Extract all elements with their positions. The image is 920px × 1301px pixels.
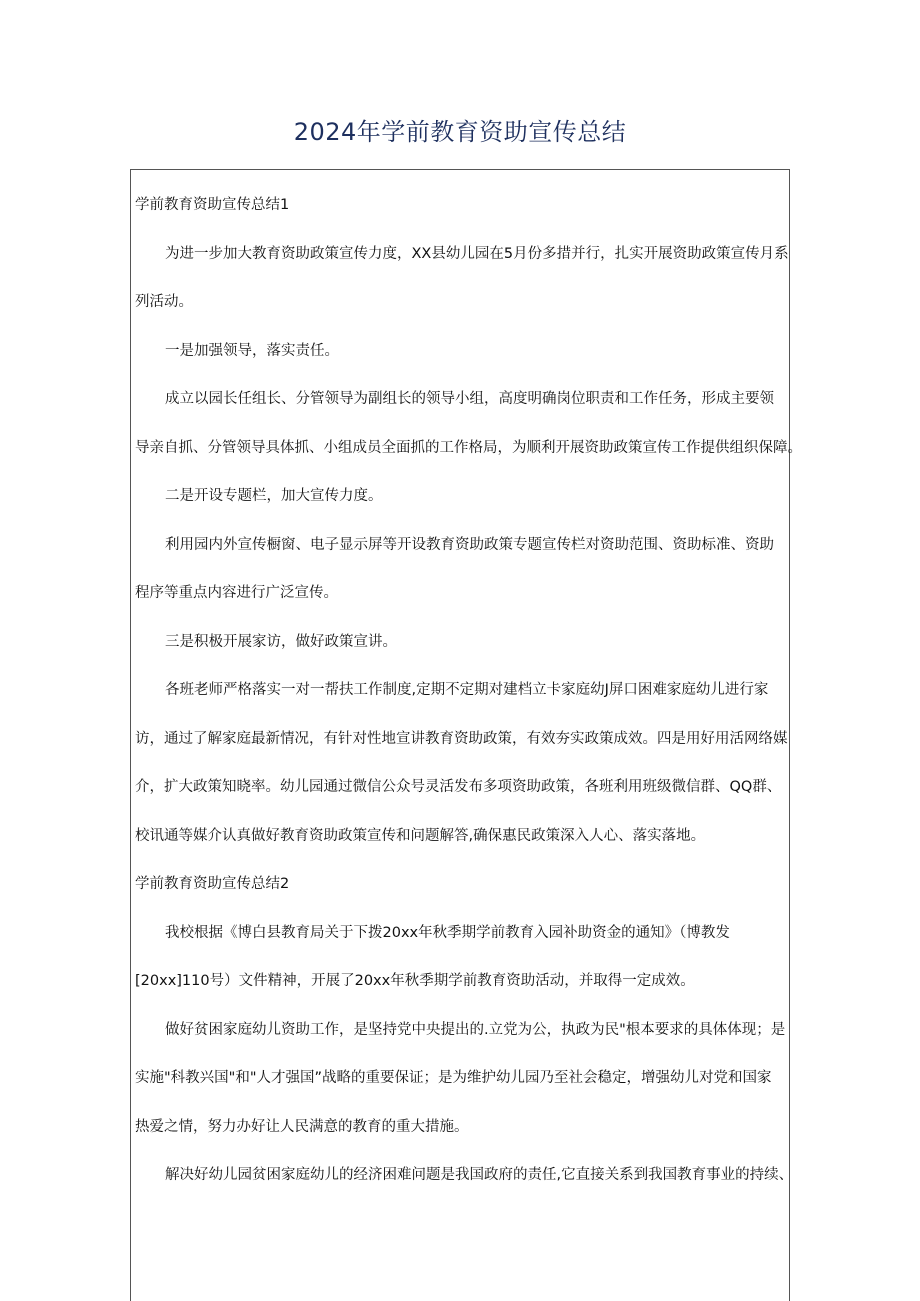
document-body: [130, 169, 802, 1301]
paragraph-line: 访，通过了解家庭最新情况，有针对性地宣讲教育资助政策，有效夯实政策成效。四是用好用活网络媒: [135, 731, 788, 747]
paragraph-line: 程序等重点内容进行广泛宣传。: [135, 585, 338, 601]
paragraph-line: 三是积极开展家访，做好政策宣讲。: [165, 634, 397, 650]
document-title: 2024年学前教育资助宣传总结: [293, 118, 627, 146]
paragraph-line: 列活动。: [135, 294, 193, 310]
paragraph-line: 我校根据《博白县教育局关于下拨20xx年秋季期学前教育入园补助资金的通知》（博教发: [165, 925, 730, 941]
section-heading: 学前教育资助宣传总结1: [135, 197, 290, 213]
paragraph-line: 一是加强领导，落实责任。: [165, 343, 339, 359]
paragraph-line: 热爱之情，努力办好让人民满意的教育的重大措施。: [135, 1119, 469, 1135]
paragraph-line: 利用园内外宣传橱窗、电子显示屏等开设教育资助政策专题宣传栏对资助范围、资助标准、资助: [165, 537, 774, 553]
section-heading: 学前教育资助宣传总结2: [135, 876, 290, 892]
paragraph-line: 为进一步加大教育资助政策宣传力度，XX县幼儿园在5月份多措并行，扎实开展资助政策宣传月系: [165, 246, 789, 262]
paragraph-line: 各班老师严格落实一对一帮扶工作制度,定期不定期对建档立卡家庭幼J屏口困难家庭幼儿进行家: [165, 682, 769, 698]
paragraph-line: 二是开设专题栏，加大宣传力度。: [165, 488, 383, 504]
paragraph-line: 成立以园长任组长、分管领导为副组长的领导小组，高度明确岗位职责和工作任务，形成主要领: [165, 391, 774, 407]
paragraph-line: 导亲自抓、分管领导具体抓、小组成员全面抓的工作格局，为顺利开展资助政策宣传工作提供组织保障。: [135, 440, 802, 456]
paragraph-line: 实施"科教兴国"和"人才强国”战略的重要保证；是为维护幼儿园乃至社会稳定，增强幼儿对党和国家: [135, 1070, 772, 1086]
paragraph-line: [20xx]110号）文件精神，开展了20xx年秋季期学前教育资助活动，并取得一定成效。: [135, 973, 695, 989]
paragraph-line: 校讯通等媒介认真做好教育资助政策宣传和问题解答,确保惠民政策深入人心、落实落地。: [135, 828, 706, 844]
paragraph-line: 解决好幼儿园贫困家庭幼儿的经济困难问题是我国政府的责任,它直接关系到我国教育事业的持续、: [165, 1167, 794, 1183]
paragraph-line: 介，扩大政策知晓率。幼儿园通过微信公众号灵活发布多项资助政策，各班利用班级微信群、QQ群、: [135, 779, 782, 795]
paragraph-line: 做好贫困家庭幼儿资助工作，是坚持党中央提出的.立党为公，执政为民"根本要求的具体体现；是: [165, 1022, 786, 1038]
